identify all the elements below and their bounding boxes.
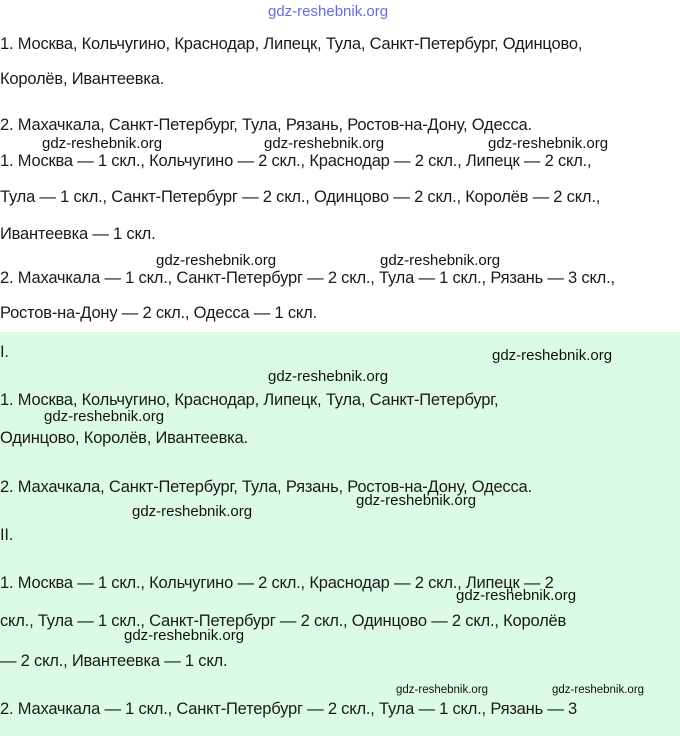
watermark: gdz-reshebnik.org xyxy=(44,408,165,425)
green-line-5: скл., Тула — 1 скл., Санкт-Петербург — 2 скл., Одинцово — 2 скл., Королёв xyxy=(0,612,567,630)
top-line-8: Ростов-на-Дону — 2 скл., Одесса — 1 скл. xyxy=(0,304,317,322)
top-line-3: 2. Махачкала, Санкт-Петербург, Тула, Рязань, Ростов-на-Дону, Одесса. xyxy=(0,116,532,134)
watermark: gdz-reshebnik.org xyxy=(356,492,477,509)
top-line-5: Тула — 1 скл., Санкт-Петербург — 2 скл., Одинцово — 2 скл., Королёв — 2 скл., xyxy=(0,188,601,206)
header-watermark: gdz-reshebnik.org xyxy=(268,3,389,20)
green-line-1: 1. Москва, Кольчугино, Краснодар, Липецк, Тула, Санкт-Петербург, xyxy=(0,391,499,409)
watermark: gdz-reshebnik.org xyxy=(456,587,577,604)
section-heading-roman-1: I. xyxy=(0,343,9,361)
green-line-7: 2. Махачкала — 1 скл., Санкт-Петербург — 2 скл., Тула — 1 скл., Рязань — 3 xyxy=(0,700,578,718)
watermark: gdz-reshebnik.org xyxy=(124,627,245,644)
watermark: gdz-reshebnik.org xyxy=(132,503,253,520)
top-line-1: 1. Москва, Кольчугино, Краснодар, Липецк, Тула, Санкт-Петербург, Одинцово, xyxy=(0,35,583,53)
green-line-2: Одинцово, Королёв, Ивантеевка. xyxy=(0,429,248,447)
green-line-6: — 2 скл., Ивантеевка — 1 скл. xyxy=(0,652,228,670)
top-line-7: 2. Махачкала — 1 скл., Санкт-Петербург — 2 скл., Тула — 1 скл., Рязань — 3 скл., xyxy=(0,269,615,287)
watermark: gdz-reshebnik.org xyxy=(552,684,645,696)
watermark: gdz-reshebnik.org xyxy=(380,252,501,269)
watermark: gdz-reshebnik.org xyxy=(396,684,489,696)
watermark: gdz-reshebnik.org xyxy=(42,135,163,152)
watermark: gdz-reshebnik.org xyxy=(156,252,277,269)
top-line-6: Ивантеевка — 1 скл. xyxy=(0,225,156,243)
top-line-2: Королёв, Ивантеевка. xyxy=(0,70,165,88)
watermark: gdz-reshebnik.org xyxy=(264,135,385,152)
green-line-4: 1. Москва — 1 скл., Кольчугино — 2 скл., Краснодар — 2 скл., Липецк — 2 xyxy=(0,574,554,592)
section-heading-roman-2: II. xyxy=(0,526,14,544)
watermark: gdz-reshebnik.org xyxy=(268,368,389,385)
green-line-3: 2. Махачкала, Санкт-Петербург, Тула, Рязань, Ростов-на-Дону, Одесса. xyxy=(0,478,532,496)
top-line-4: 1. Москва — 1 скл., Кольчугино — 2 скл., Краснодар — 2 скл., Липецк — 2 скл., xyxy=(0,152,592,170)
watermark: gdz-reshebnik.org xyxy=(492,347,613,364)
watermark: gdz-reshebnik.org xyxy=(488,135,609,152)
